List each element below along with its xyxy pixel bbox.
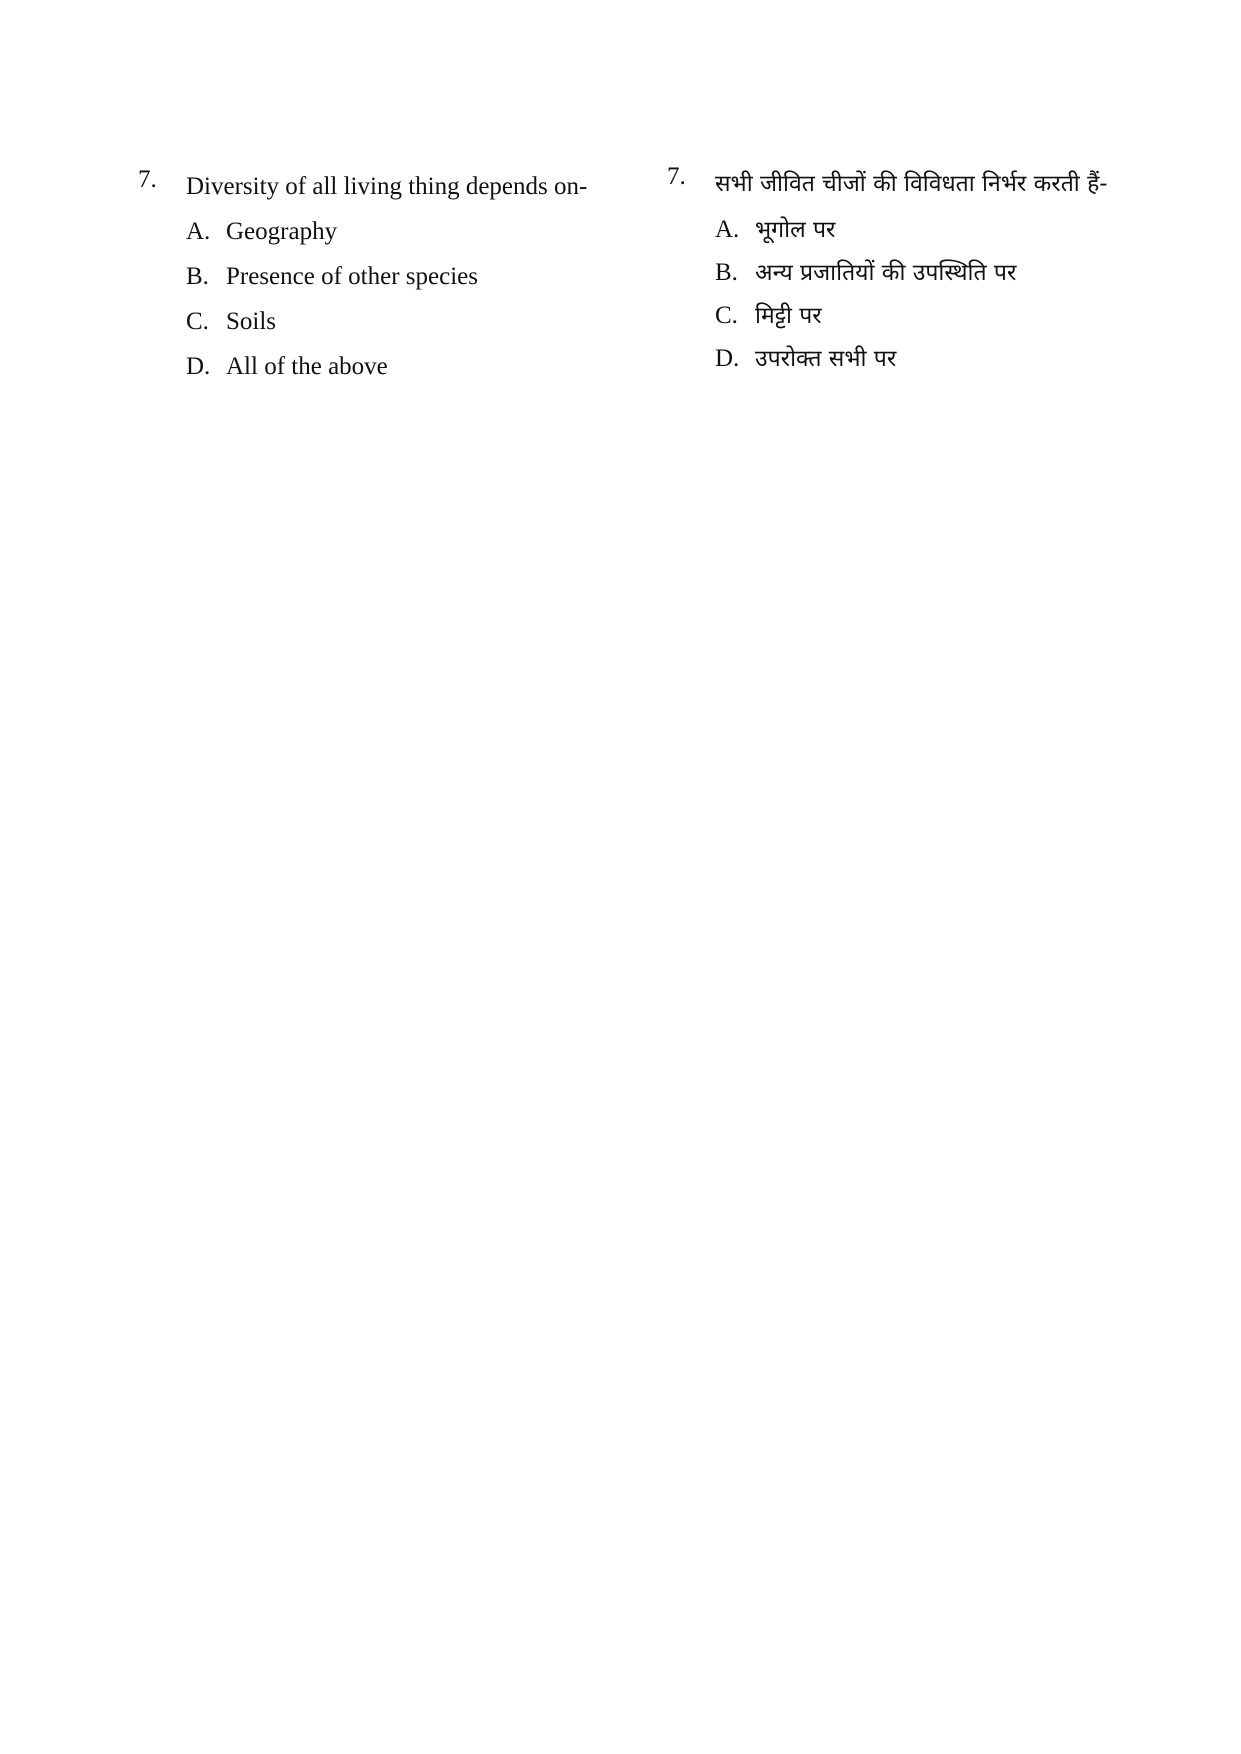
option-a (186, 217, 618, 247)
option-text: अन्य प्रजातियों की उपस्थिति पर (755, 260, 1017, 286)
option-letter: B. (715, 259, 738, 286)
question-number: 7. (667, 163, 686, 190)
question-hindi (667, 163, 1147, 387)
option-c (715, 301, 1147, 331)
option-text: भूगोल पर (755, 217, 836, 243)
option-text: Geography (226, 218, 338, 245)
option-text: Presence of other species (226, 263, 478, 290)
option-a (715, 215, 1147, 245)
option-b (186, 262, 618, 292)
option-list (667, 215, 1147, 374)
question-text: सभी जीवित चीजों की विविधता निर्भर करती हैं- (715, 171, 1108, 197)
question-text: Diversity of all living thing depends on- (186, 173, 588, 200)
option-letter: B. (186, 263, 209, 290)
question-english (138, 166, 618, 397)
option-text: उपरोक्त सभी पर (755, 346, 897, 372)
option-letter: D. (715, 345, 740, 372)
option-list (138, 217, 618, 382)
option-letter: D. (186, 353, 211, 380)
option-text: All of the above (226, 353, 388, 380)
question-row (667, 163, 1147, 199)
question-row (138, 166, 618, 202)
option-text: मिट्टी पर (755, 303, 822, 329)
option-d (715, 344, 1147, 374)
option-text: Soils (226, 308, 277, 335)
option-b (715, 258, 1147, 288)
option-letter: C. (186, 308, 209, 335)
option-c (186, 307, 618, 337)
option-letter: A. (186, 218, 211, 245)
option-letter: A. (715, 216, 740, 243)
question-number: 7. (138, 166, 157, 193)
option-letter: C. (715, 302, 738, 329)
option-d (186, 352, 618, 382)
